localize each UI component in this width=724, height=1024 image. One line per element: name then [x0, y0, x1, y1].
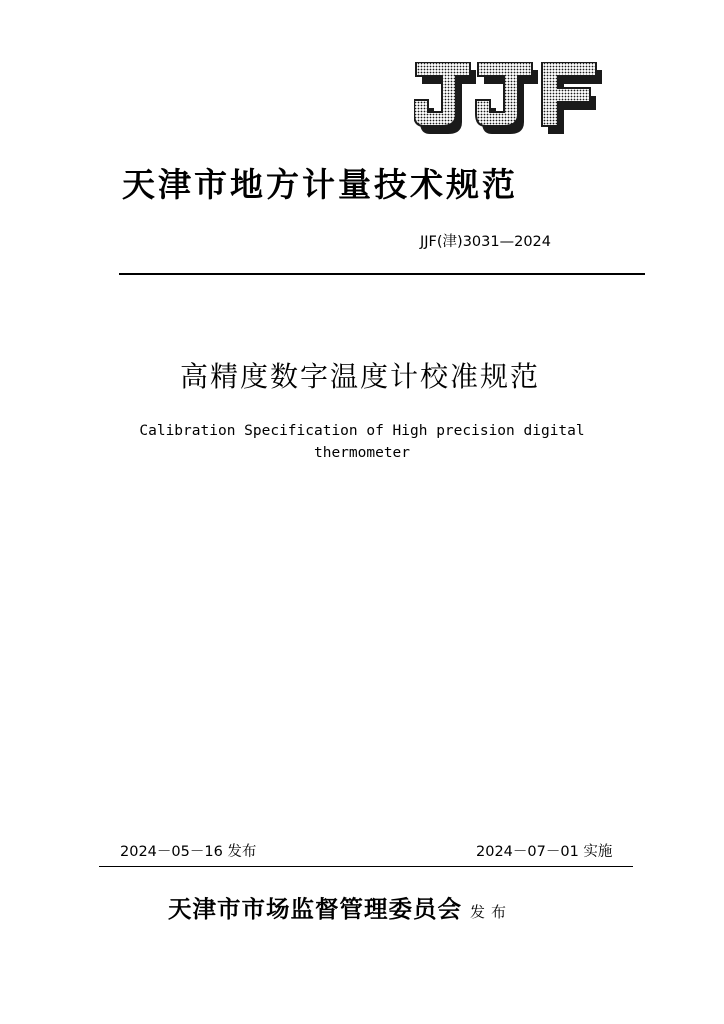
series-title: 天津市地方计量技术规范: [122, 165, 518, 204]
issuer-line: [168, 893, 512, 928]
issuer-suffix: 发布: [470, 903, 513, 921]
jjf-logo: [414, 62, 602, 134]
document-title-chinese-text: 高精度数字温度计校准规范: [179, 360, 540, 393]
document-number: JJF(津)3031—2024: [420, 234, 552, 250]
jjf-logo-icon: [414, 62, 602, 134]
document-title-english: [0, 420, 724, 464]
issuer-name: 天津市市场监督管理委员会: [168, 895, 462, 923]
document-title-chinese: [0, 358, 724, 396]
header-divider: [119, 273, 645, 275]
effective-date: 2024－07－01 实施: [476, 844, 613, 860]
document-title-english-line2: thermometer: [313, 445, 411, 461]
footer-divider: [99, 866, 633, 867]
issue-date: 2024－05－16 发布: [120, 844, 257, 860]
document-title-english-line1: Calibration Specification of High precision digital: [139, 423, 585, 439]
